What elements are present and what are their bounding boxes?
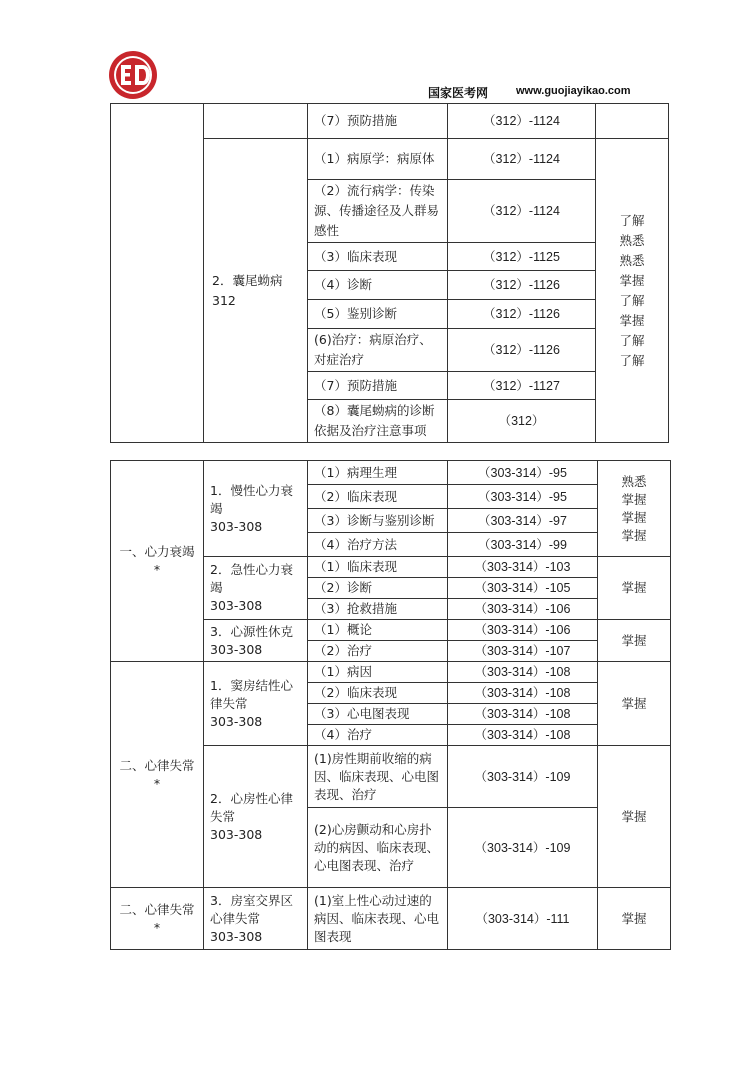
topic-cell-empty xyxy=(204,104,308,139)
code-cell: （303-314）-109 xyxy=(448,808,598,888)
code-cell: （303-314）-106 xyxy=(448,599,598,620)
code-cell: （312）-1124 xyxy=(448,139,596,180)
code-cell: （312）-1124 xyxy=(448,180,596,243)
level-cell: 掌握 xyxy=(598,662,671,746)
level-text: 了解 xyxy=(619,292,645,308)
code-cell: （312）-1124 xyxy=(448,104,596,139)
code-cell: （312）-1126 xyxy=(448,300,596,329)
item-cell: （4）治疗方法 xyxy=(308,533,448,557)
code-cell: （303-314）-99 xyxy=(448,533,598,557)
code-cell: （303-314）-95 xyxy=(448,485,598,509)
item-cell: （2）临床表现 xyxy=(308,683,448,704)
item-cell: （1）病因 xyxy=(308,662,448,683)
item-cell: (2)心房颤动和心房扑动的病因、临床表现、心电图表现、治疗 xyxy=(308,808,448,888)
code-cell: （312）-1126 xyxy=(448,329,596,372)
code-cell: （312）-1126 xyxy=(448,271,596,300)
code-cell: （312） xyxy=(448,400,596,443)
brand-name: 国家医考网 xyxy=(428,86,489,100)
code-cell: （303-314）-108 xyxy=(448,662,598,683)
item-cell: （1）病原学：病原体 xyxy=(308,139,448,180)
item-cell: （3）抢救措施 xyxy=(308,599,448,620)
level-cell-empty xyxy=(596,104,669,139)
code-cell: （303-314）-97 xyxy=(448,509,598,533)
topic-cell: 2．囊尾蚴病 312 xyxy=(204,139,308,443)
item-cell: （3）临床表现 xyxy=(308,243,448,271)
logo-seal xyxy=(108,50,158,100)
topic-cell: 2．急性心力衰竭 303-308 xyxy=(204,557,308,620)
code-cell: （303-314）-95 xyxy=(448,461,598,485)
topic-cell: 1．慢性心力衰竭 303-308 xyxy=(204,461,308,557)
topic-cell: 2．心房性心律失常 303-308 xyxy=(204,746,308,888)
level-cell: 掌握 xyxy=(598,557,671,620)
item-cell: （5）鉴别诊断 xyxy=(308,300,448,329)
level-text: 掌握 xyxy=(621,509,647,525)
item-cell: （2）治疗 xyxy=(308,641,448,662)
code-cell: （303-314）-108 xyxy=(448,683,598,704)
unit-cell-empty xyxy=(111,104,204,443)
level-cell xyxy=(598,461,671,557)
level-text: 了解 xyxy=(619,212,645,228)
level-text: 熟悉 xyxy=(621,473,647,489)
unit-cell: 一、心力衰竭 * xyxy=(111,461,204,662)
code-cell: （303-314）-109 xyxy=(448,746,598,808)
code-cell: （303-314）-106 xyxy=(448,620,598,641)
level-cell: 掌握 xyxy=(598,888,671,950)
topic-cell: 3．心源性休克 303-308 xyxy=(204,620,308,662)
item-cell: (1)室上性心动过速的病因、临床表现、心电图表现 xyxy=(308,888,448,950)
level-text: 熟悉 xyxy=(619,252,645,268)
level-text: 了解 xyxy=(619,352,645,368)
item-cell: （3）诊断与鉴别诊断 xyxy=(308,509,448,533)
item-cell: （1）临床表现 xyxy=(308,557,448,578)
syllabus-table-1 xyxy=(110,103,669,443)
unit-cell: 二、心律失常 * xyxy=(111,662,204,888)
level-cell xyxy=(596,139,669,443)
level-text: 熟悉 xyxy=(619,232,645,248)
level-cell: 掌握 xyxy=(598,746,671,888)
code-cell: （312）-1125 xyxy=(448,243,596,271)
code-cell: （303-314）-105 xyxy=(448,578,598,599)
item-cell: （8）囊尾蚴病的诊断依据及治疗注意事项 xyxy=(308,400,448,443)
level-cell: 掌握 xyxy=(598,620,671,662)
syllabus-table-2 xyxy=(110,460,671,950)
item-cell: （1）概论 xyxy=(308,620,448,641)
item-cell: （1）病理生理 xyxy=(308,461,448,485)
level-text: 了解 xyxy=(619,332,645,348)
item-cell: （3）心电图表现 xyxy=(308,704,448,725)
code-cell: （303-314）-108 xyxy=(448,704,598,725)
topic-cell: 3．房室交界区心律失常 303-308 xyxy=(204,888,308,950)
topic-cell: 1．窦房结性心律失常 303-308 xyxy=(204,662,308,746)
item-cell: (1)房性期前收缩的病因、临床表现、心电图表现、治疗 xyxy=(308,746,448,808)
level-text: 掌握 xyxy=(619,272,645,288)
code-cell: （303-314）-103 xyxy=(448,557,598,578)
item-cell: （7）预防措施 xyxy=(308,104,448,139)
code-cell: （312）-1127 xyxy=(448,372,596,400)
item-cell: （2）流行病学：传染源、传播途径及人群易感性 xyxy=(308,180,448,243)
level-text: 掌握 xyxy=(621,491,647,507)
code-cell: （303-314）-111 xyxy=(448,888,598,950)
item-cell: （7）预防措施 xyxy=(308,372,448,400)
level-text: 掌握 xyxy=(619,312,645,328)
item-cell: （2）诊断 xyxy=(308,578,448,599)
code-cell: （303-314）-108 xyxy=(448,725,598,746)
brand-url[interactable]: www.guojiayikao.com xyxy=(516,85,631,97)
level-text: 掌握 xyxy=(621,527,647,543)
item-cell: （4）诊断 xyxy=(308,271,448,300)
item-cell: （2）临床表现 xyxy=(308,485,448,509)
item-cell: (6)治疗：病原治疗、对症治疗 xyxy=(308,329,448,372)
code-cell: （303-314）-107 xyxy=(448,641,598,662)
unit-cell: 二、心律失常* xyxy=(111,888,204,950)
item-cell: （4）治疗 xyxy=(308,725,448,746)
